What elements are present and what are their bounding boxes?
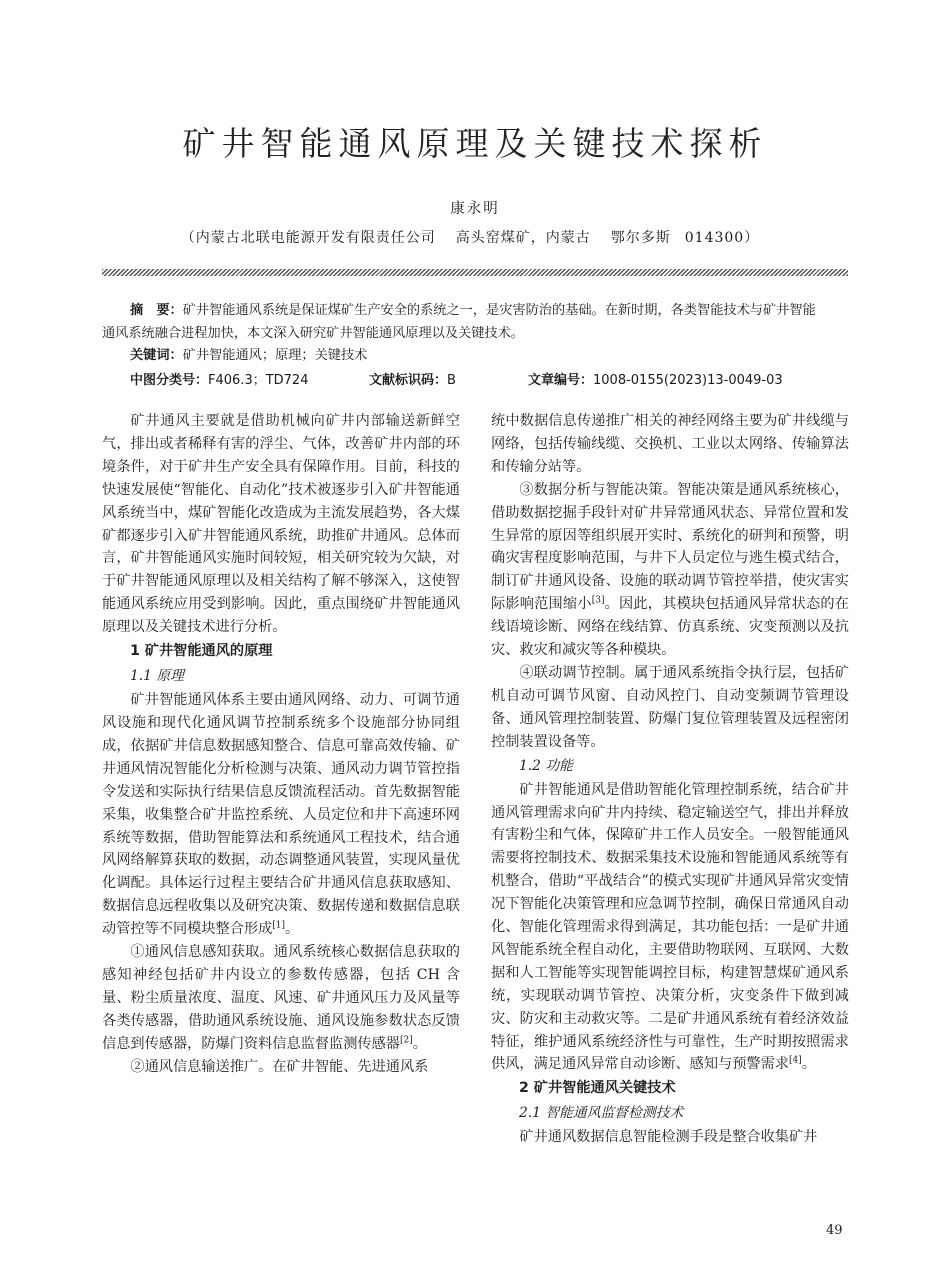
page-number: 49 xyxy=(826,1223,843,1238)
section-1-heading: 1 矿井智能通风的原理 xyxy=(130,643,273,660)
sensing-end: 。 xyxy=(412,1035,427,1052)
article-meta xyxy=(130,369,850,391)
article-number-label: 文章编号： xyxy=(528,373,594,388)
affiliation-postcode: 014300） xyxy=(684,230,760,246)
affiliation-city: 鄂尔多斯 xyxy=(610,230,671,246)
intro-paragraph: 矿井通风主要就是借助机械向矿井内部输送新鲜空气，排出或者稀释有害的浮尘、气体，改善矿井内部的环境条件，对于矿井生产安全具有保障作用。目前，科技的快速发展使“智能化、自动化”技术被逐步引入矿井智能通风系统当中，煤矿智能化改造成为主流发展趋势，各大煤矿都逐步引入矿井智能通风系统，助推矿井通风。总体而言，矿井智能通风实施时间较短，相关研究较为欠缺，对于矿井智能通风原理以及相关结构了解不够深入，这使智能通风系统应用受到影响。因此，重点围绕矿井智能通风原理以及关键技术进行分析。 xyxy=(102,413,460,636)
citation-2: [2] xyxy=(399,1034,413,1045)
abstract xyxy=(102,300,848,368)
principle-text: 矿井智能通风体系主要由通风网络、动力、可调节通风设施和现代化通风调节控制系统多个设施部分协同组成，依据矿井信息数据感知整合、信息可靠高效传输、矿井通风情况智能化分析检测与决策、通风动力调节管控指令发送和实际执行结果信息反馈流程活动。首先数据智能采集，收集整合矿井监控系统、人员定位和井下高速环网系统等数据，借助智能算法和系统通风工程技术，结合通风网络解算获取的数据，动态调整通风装置，实现风量优化调配。具体运行过程主要结合矿井通风信息获取感知、数据信息远程收集以及研究决策、数据传递和数据信息联动管控等不同模块整合形成 xyxy=(102,692,460,938)
principle-paragraph xyxy=(102,689,460,941)
abstract-label: 摘 要： xyxy=(130,303,183,318)
citation-3: [3] xyxy=(591,595,605,606)
section-1-1-heading: 1.1 原理 xyxy=(130,668,184,685)
left-column xyxy=(102,410,460,1078)
keywords-label: 关键词： xyxy=(130,348,183,363)
control-paragraph: ④联动调节控制。属于通风系统指令执行层，包括矿机自动可调节风窗、自动风控门、自动变频调节管理设备、通风管理控制装置、防爆门复位管理装置及远程密闭控制装置设备等。 xyxy=(491,664,849,750)
right-column xyxy=(491,410,849,1149)
monitoring-paragraph: 矿井通风数据信息智能检测手段是整合收集矿井 xyxy=(519,1129,818,1146)
decision-end: 。因此，其模块包括通风异常状态的在线语境诊断、网络在线结算、仿真系统、灾变预测以及抗灾、救灾和减灾等各种模块。 xyxy=(491,596,849,659)
citation-4: [4] xyxy=(788,1055,802,1066)
affiliation-open: （ xyxy=(180,230,196,246)
section-2-heading: 2 矿井智能通风关键技术 xyxy=(519,1080,676,1097)
section-1-2-heading: 1.2 功能 xyxy=(519,757,573,774)
keywords: 矿井智能通风；原理；关键技术 xyxy=(182,348,368,363)
abstract-line2: 通风系统融合进程加快，本文深入研究矿井智能通风原理以及关键技术。 xyxy=(102,325,524,341)
clc-label: 中图分类号： xyxy=(130,373,209,388)
function-end: 。 xyxy=(801,1056,816,1073)
decision-paragraph xyxy=(491,479,849,662)
page-title: 矿井智能通风原理及关键技术探析 xyxy=(182,124,768,163)
decision-text: ③数据分析与智能决策。智能决策是通风系统核心，借助数据挖掘手段针对矿井异常通风状态、异常位置和发生异常的原因等组织展开实时、系统化的研判和预警，明确灾害程度影响范围，与井下人员定位与逃生模式结合，制订矿井通风设备、设施的联动调节管控举措，使灾害实际影响范围缩小 xyxy=(491,481,849,613)
doc-code-value: B xyxy=(447,373,456,388)
function-text: 矿井智能通风是借助智能化管理控制系统，结合矿井通风管理需求向矿井内持续、稳定输送空气，排出并释放有害粉尘和气体，保障矿井工作人员安全。一般智能通风需要将控制技术、数据采集技术设施和智能通风系统等有机整合，借助“平战结合”的模式实现矿井通风异常灾变情况下智能化决策管理和应急调节控制，确保日常通风自动化、智能化管理需求得到满足，其功能包括：一是矿井通风智能系统全程自动化，主要借助物联网、互联网、大数据和人工智能等实现智能调控目标，构建智慧煤矿通风系统，实现联动调节管控、决策分析，灾变条件下做到减灾、防灾和主动救灾等。二是矿井通风系统有着经济效益特征，维护通风系统经济性与可靠性，生产时期按照需求供风，满足通风异常自动诊断、感知与预警需求 xyxy=(491,781,849,1073)
affiliation-mine: 高头窑煤矿，内蒙古 xyxy=(455,230,591,246)
sensing-text: ①通风信息感知获取。通风系统核心数据信息获取的感知神经包括矿井内设立的参数传感器，包括 CH 含量、粉尘质量浓度、温度、风速、矿井通风压力及风量等各类传感器，借助通风系统设施、通风设施参数状态反馈信息到传感器，防爆门资料信息监督监测传感器 xyxy=(102,944,460,1052)
affiliation-org: 内蒙古北联电能源开发有限责任公司 xyxy=(195,230,436,246)
doc-code-label: 文献标识码： xyxy=(369,373,448,388)
sensing-paragraph xyxy=(102,941,460,1056)
affiliation xyxy=(0,227,950,247)
author: 康永明 xyxy=(450,201,500,217)
section-2-1-heading: 2.1 智能通风监督检测技术 xyxy=(519,1105,684,1122)
clc-value: F406.3；TD724 xyxy=(208,373,309,388)
principle-end: 。 xyxy=(285,921,300,938)
article-number-value: 1008-0155(2023)13-0049-03 xyxy=(593,373,783,388)
function-paragraph xyxy=(491,779,849,1077)
transmission-continued: 统中数据信息传递推广相关的神经网络主要为矿井线缆与网络，包括传输线缆、交换机、工业以太网络、传输算法和传输分站等。 xyxy=(491,413,849,475)
abstract-line1: 矿井智能通风系统是保证煤矿生产安全的系统之一，是灾害防治的基础。在新时期，各类智能技术与矿井智能 xyxy=(182,303,816,318)
header-divider xyxy=(102,269,848,276)
citation-1: [1] xyxy=(272,920,286,931)
transmission-paragraph: ②通风信息输送推广。在矿井智能、先进通风系 xyxy=(130,1058,429,1075)
